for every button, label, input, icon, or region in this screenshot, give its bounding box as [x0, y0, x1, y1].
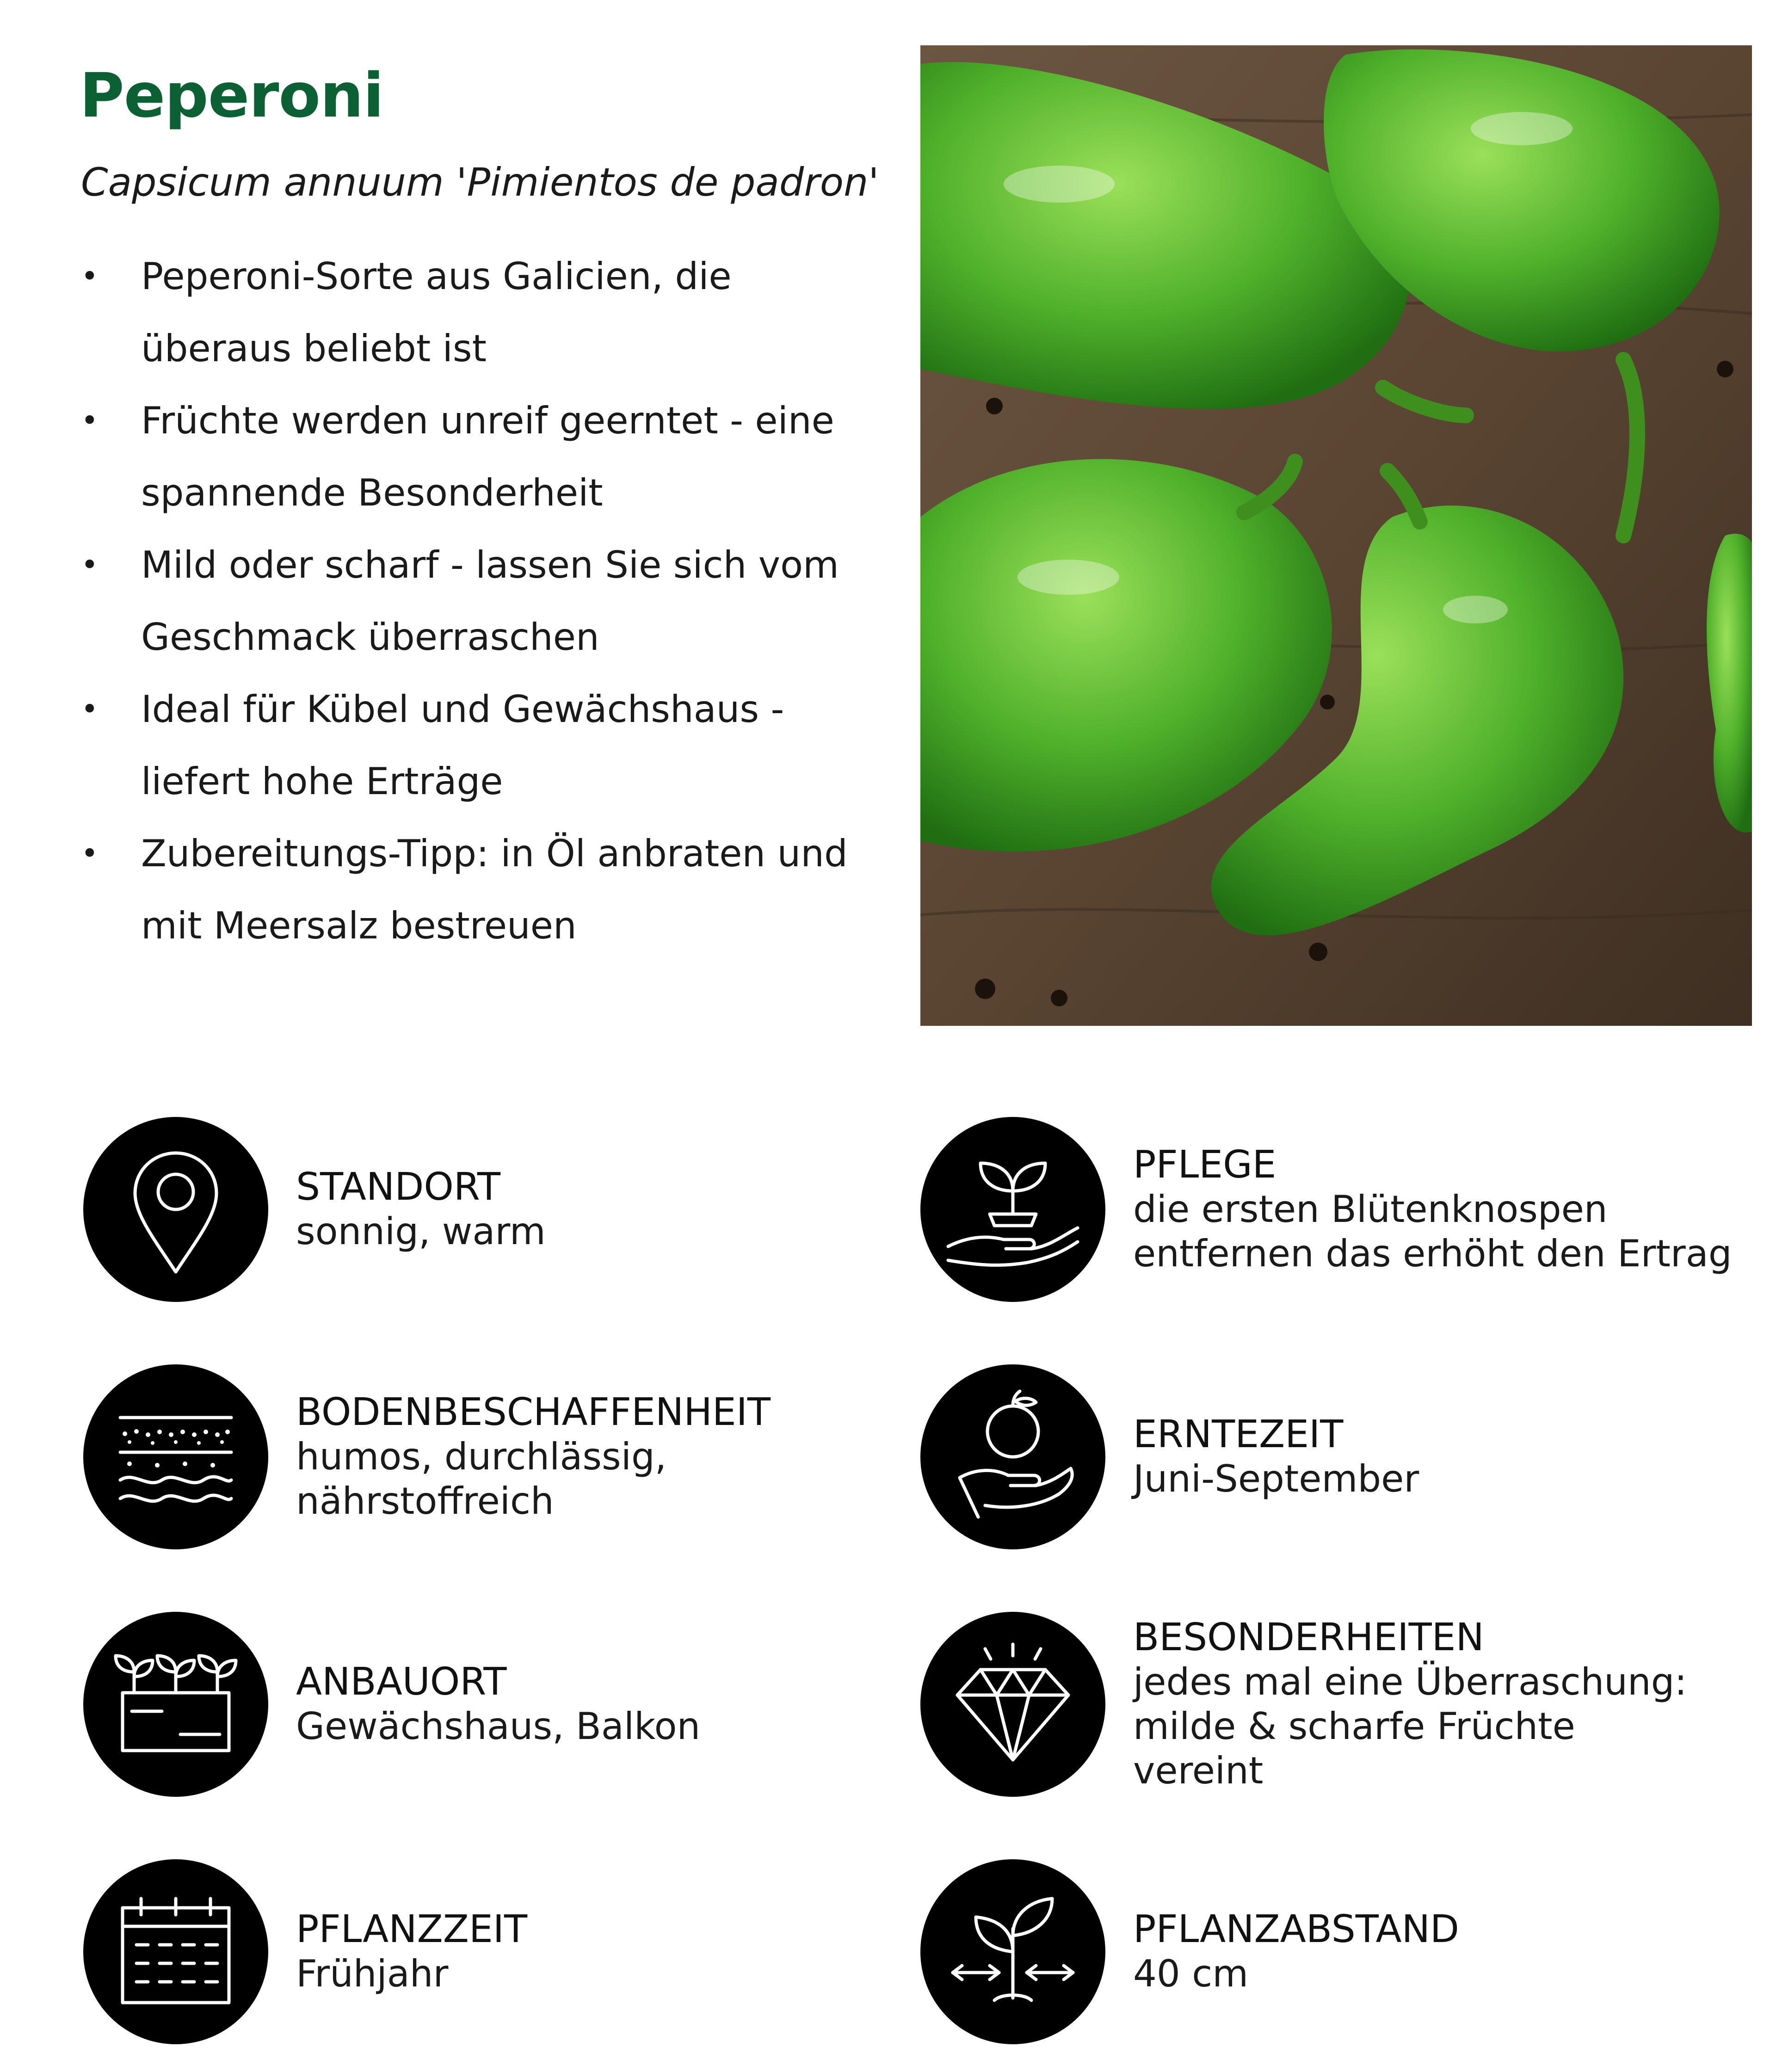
- feature-label: PFLEGE: [1133, 1143, 1276, 1187]
- list-item: • Zubereitungs-Tipp: in Öl anbraten und mit Meersalz bestreuen: [81, 818, 876, 962]
- feature-value: Frühjahr: [296, 1952, 449, 1995]
- feature-besonderheiten: [920, 1612, 1744, 1797]
- feature-label: BODENBESCHAFFENHEIT: [296, 1390, 771, 1434]
- botanical-name: Capsicum annuum 'Pimientos de padron': [81, 160, 879, 205]
- feature-label: PFLANZZEIT: [296, 1907, 528, 1951]
- feature-label: STANDORT: [296, 1165, 500, 1209]
- feature-value: jedes mal eine Überraschung: milde & scharfe Früchte vereint: [1133, 1660, 1687, 1792]
- feature-value: humos, durchlässig, nährstoffreich: [296, 1435, 667, 1523]
- feature-pflanzabstand: [920, 1859, 1744, 2044]
- list-item: • Ideal für Kübel und Gewächshaus - liefert hohe Erträge: [81, 673, 876, 818]
- feature-value: sonnig, warm: [296, 1210, 546, 1253]
- feature-value: Juni-September: [1133, 1457, 1419, 1500]
- feature-label: ERNTEZEIT: [1133, 1412, 1344, 1456]
- list-item: • Peperoni-Sorte aus Galicien, die überaus beliebt ist: [81, 240, 876, 385]
- feature-erntezeit: [920, 1364, 1744, 1549]
- feature-value: 40 cm: [1133, 1952, 1249, 1995]
- seedling-hand-icon: [920, 1117, 1105, 1302]
- list-item: • Früchte werden unreif geerntet - eine spannende Besonderheit: [81, 385, 876, 529]
- feature-label: BESONDERHEITEN: [1133, 1616, 1484, 1659]
- product-photo: [920, 45, 1752, 1026]
- diamond-icon: [920, 1612, 1105, 1797]
- soil-layers-icon: [83, 1364, 268, 1549]
- feature-label: PFLANZABSTAND: [1133, 1907, 1460, 1951]
- feature-pflege: [920, 1117, 1744, 1302]
- list-item: • Mild oder scharf - lassen Sie sich vom Geschmack überraschen: [81, 529, 876, 673]
- feature-label: ANBAUORT: [296, 1660, 507, 1704]
- feature-value: Gewächshaus, Balkon: [296, 1705, 701, 1748]
- feature-value: die ersten Blütenknospen entfernen das erhöht den Ertrag: [1133, 1188, 1732, 1275]
- feature-pflanzzeit: [83, 1859, 906, 2044]
- feature-bullet-list: [81, 240, 876, 962]
- feature-standort: [83, 1117, 906, 1302]
- calendar-icon: [83, 1859, 268, 2044]
- location-pin-icon: [83, 1117, 268, 1302]
- plant-spacing-icon: [920, 1859, 1105, 2044]
- fruit-hand-icon: [920, 1364, 1105, 1549]
- planter-box-icon: [83, 1612, 268, 1797]
- feature-bodenbeschaffenheit: [83, 1364, 906, 1549]
- feature-anbauort: [83, 1612, 906, 1797]
- product-title: Peperoni: [80, 60, 384, 131]
